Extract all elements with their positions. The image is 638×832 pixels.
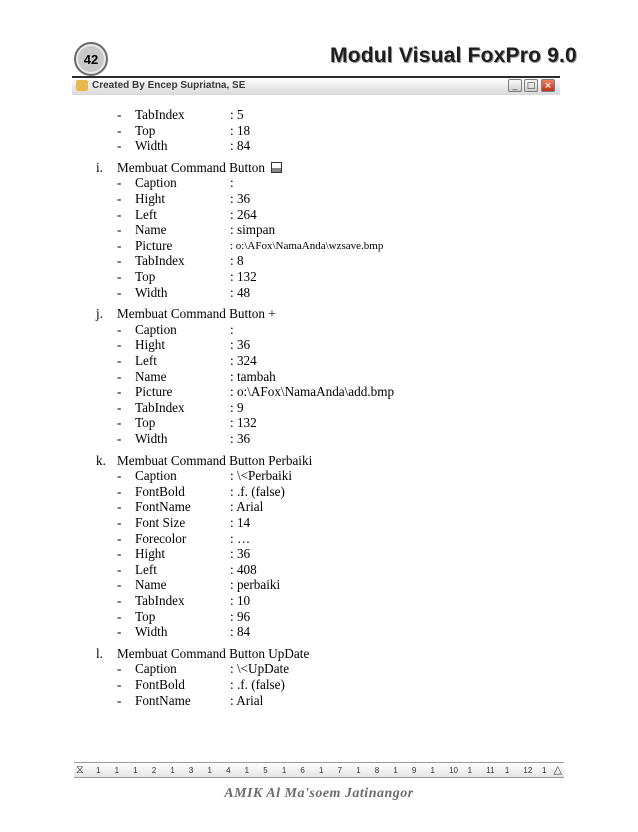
property-value: : 48	[230, 284, 251, 300]
property-value: : 5	[230, 107, 244, 122]
property-name: TabIndex	[135, 253, 185, 269]
ruler-tick-label: 8	[374, 766, 380, 775]
property-name: FontBold	[135, 677, 185, 692]
property-value: : 36	[230, 431, 251, 446]
bullet-dash: -	[117, 593, 122, 608]
bullet-dash: -	[117, 138, 122, 154]
ruler-tick-label: 5	[263, 766, 268, 775]
bullet-dash: -	[117, 269, 122, 284]
bullet-dash: -	[117, 483, 122, 499]
module-title: Modul Visual FoxPro 9.0	[330, 44, 577, 67]
bullet-dash: -	[117, 253, 122, 269]
bullet-dash: -	[117, 368, 122, 384]
bullet-dash: -	[117, 284, 122, 300]
property-name: FontBold	[135, 483, 185, 499]
property-value: : 18	[230, 122, 251, 138]
ruler-tick-label: 6	[300, 766, 305, 775]
bullet-dash: -	[117, 677, 122, 692]
property-name: Hight	[135, 337, 166, 353]
bullet-dash: -	[117, 624, 122, 640]
bullet-dash: -	[117, 337, 122, 353]
bullet-dash: -	[117, 206, 122, 222]
horizontal-ruler	[74, 762, 564, 778]
property-value: : 36	[230, 546, 251, 562]
property-name: Font Size	[135, 515, 186, 530]
bullet-dash: -	[117, 468, 122, 484]
property-value: : Arial	[230, 499, 264, 515]
page-number: 42	[83, 51, 99, 67]
property-value: : 84	[230, 138, 251, 154]
bullet-dash: -	[117, 384, 122, 400]
property-value: : perbaiki	[230, 577, 281, 593]
ruler-tick-label: 7	[337, 766, 343, 775]
property-value: :	[230, 321, 234, 337]
property-name: FontName	[135, 692, 191, 708]
ruler-tick-label: 1	[170, 766, 175, 775]
ruler-tick-label: 1	[207, 766, 212, 775]
ruler-tick-label: 1	[133, 766, 138, 775]
property-name: Caption	[135, 175, 177, 191]
property-name: Top	[135, 269, 156, 284]
property-name: Caption	[135, 661, 177, 677]
save-icon	[271, 162, 282, 173]
property-name: Name	[135, 577, 167, 593]
property-value: : o:\AFox\NamaAnda\wzsave.bmp	[230, 239, 384, 252]
window-titlebar	[72, 76, 560, 95]
property-name: Caption	[135, 468, 177, 484]
right-indent-marker-icon: △	[553, 763, 562, 776]
property-value: : o:\AFox\NamaAnda\add.bmp	[230, 384, 395, 400]
bullet-dash: -	[117, 530, 122, 546]
section-letter: i.	[96, 159, 103, 175]
bullet-dash: -	[117, 353, 122, 368]
bullet-dash: -	[117, 561, 122, 577]
property-value: : simpan	[230, 222, 276, 238]
property-name: Top	[135, 608, 156, 624]
ruler-tick-label: 12	[523, 766, 533, 775]
property-name: TabIndex	[135, 107, 185, 122]
maximize-button[interactable]: □	[524, 79, 538, 92]
bullet-dash: -	[117, 415, 122, 431]
property-name: TabIndex	[135, 399, 185, 415]
property-name: Left	[135, 353, 157, 368]
bullet-dash: -	[117, 107, 122, 122]
section-title	[117, 453, 312, 469]
ruler-tick-label: 1	[114, 766, 120, 775]
bullet-dash: -	[117, 608, 122, 624]
section-title	[117, 160, 282, 176]
property-name: Top	[135, 415, 156, 431]
ruler-tick-label: 1	[542, 766, 547, 775]
property-value: : 14	[230, 515, 251, 530]
ruler-tick-label: 1	[467, 766, 473, 775]
property-value: : 408	[230, 561, 257, 577]
property-name: TabIndex	[135, 593, 185, 608]
ruler-tick-label: 3	[188, 766, 194, 775]
bullet-dash: -	[117, 191, 122, 206]
ruler-tick-label: 1	[356, 766, 361, 775]
property-value: : \<Perbaiki	[230, 468, 293, 484]
property-name: Name	[135, 222, 167, 238]
property-name: Name	[135, 368, 167, 384]
property-name: Width	[135, 284, 168, 300]
folder-icon	[76, 80, 88, 91]
section-title	[117, 646, 309, 662]
section-title-text: Membuat Command Button +	[117, 306, 276, 322]
bullet-dash: -	[117, 661, 122, 677]
ruler-tick-label: 2	[151, 766, 157, 775]
property-value: : …	[230, 530, 251, 546]
bullet-dash: -	[117, 546, 122, 562]
property-name: Width	[135, 431, 168, 446]
ruler-tick-label: 10	[449, 766, 458, 775]
property-name: Top	[135, 122, 156, 138]
bullet-dash: -	[117, 237, 122, 253]
close-button[interactable]: ×	[541, 79, 555, 92]
section-letter: k.	[96, 452, 106, 468]
ruler-tick-label: 1	[244, 766, 250, 775]
section-title-text: Membuat Command Button UpDate	[117, 645, 310, 661]
property-value: : 9	[230, 399, 244, 415]
property-name: Forecolor	[135, 530, 187, 546]
property-value: : \<UpDate	[230, 661, 290, 677]
section-title	[117, 306, 276, 322]
property-name: Width	[135, 624, 168, 640]
page-number-badge	[74, 42, 108, 76]
bullet-dash: -	[117, 399, 122, 415]
property-value: : 132	[230, 269, 257, 284]
bullet-dash: -	[117, 499, 122, 515]
property-value: : 324	[230, 353, 257, 368]
bullet-dash: -	[117, 577, 122, 593]
ruler-tick-label: 1	[96, 766, 101, 775]
property-name: Width	[135, 138, 168, 154]
bullet-dash: -	[117, 122, 122, 138]
property-name: Left	[135, 206, 157, 222]
section-letter: l.	[96, 645, 103, 661]
bullet-dash: -	[117, 431, 122, 446]
ruler-tick-label: 4	[226, 766, 231, 775]
ruler-tick-label: 1	[281, 766, 287, 775]
ruler-tick-label: 11	[486, 766, 495, 775]
property-value: : 10	[230, 593, 251, 608]
left-indent-marker-icon: ⧖	[76, 763, 84, 776]
ruler-tick-label: 1	[504, 766, 510, 775]
property-value: : .f. (false)	[230, 677, 285, 692]
property-name: Caption	[135, 321, 177, 337]
ruler-tick-label: 1	[393, 766, 398, 775]
property-value: : 8	[230, 253, 244, 269]
property-value: : 84	[230, 624, 251, 640]
author-label: Created By Encep Supriatna, SE	[92, 80, 246, 91]
property-value: : 96	[230, 608, 251, 624]
property-name: Hight	[135, 546, 166, 562]
ruler-tick-label: 1	[430, 766, 435, 775]
property-value: : 36	[230, 337, 251, 353]
property-value: : 36	[230, 191, 251, 206]
property-value: :	[230, 175, 234, 191]
section-letter: j.	[96, 306, 103, 322]
bullet-dash: -	[117, 692, 122, 708]
property-value: : tambah	[230, 368, 276, 384]
section-title-text: Membuat Command Button	[117, 159, 265, 175]
property-value: : Arial	[230, 692, 264, 708]
bullet-dash: -	[117, 222, 122, 238]
section-title-text: Membuat Command Button Perbaiki	[117, 452, 313, 468]
property-name: Hight	[135, 191, 166, 206]
property-value: : 132	[230, 415, 257, 431]
minimize-button[interactable]: _	[508, 79, 522, 92]
property-name: FontName	[135, 499, 191, 515]
property-name: Picture	[135, 237, 173, 253]
footer-text: AMIK Al Ma'soem Jatinangor	[224, 786, 414, 801]
ruler-tick-label: 1	[319, 766, 324, 775]
property-name: Left	[135, 561, 157, 577]
property-value: : 264	[230, 206, 257, 222]
property-value: : .f. (false)	[230, 483, 285, 499]
ruler-tick-label: 9	[411, 766, 417, 775]
bullet-dash: -	[117, 175, 122, 191]
bullet-dash: -	[117, 321, 122, 337]
bullet-dash: -	[117, 515, 122, 530]
property-name: Picture	[135, 384, 173, 400]
